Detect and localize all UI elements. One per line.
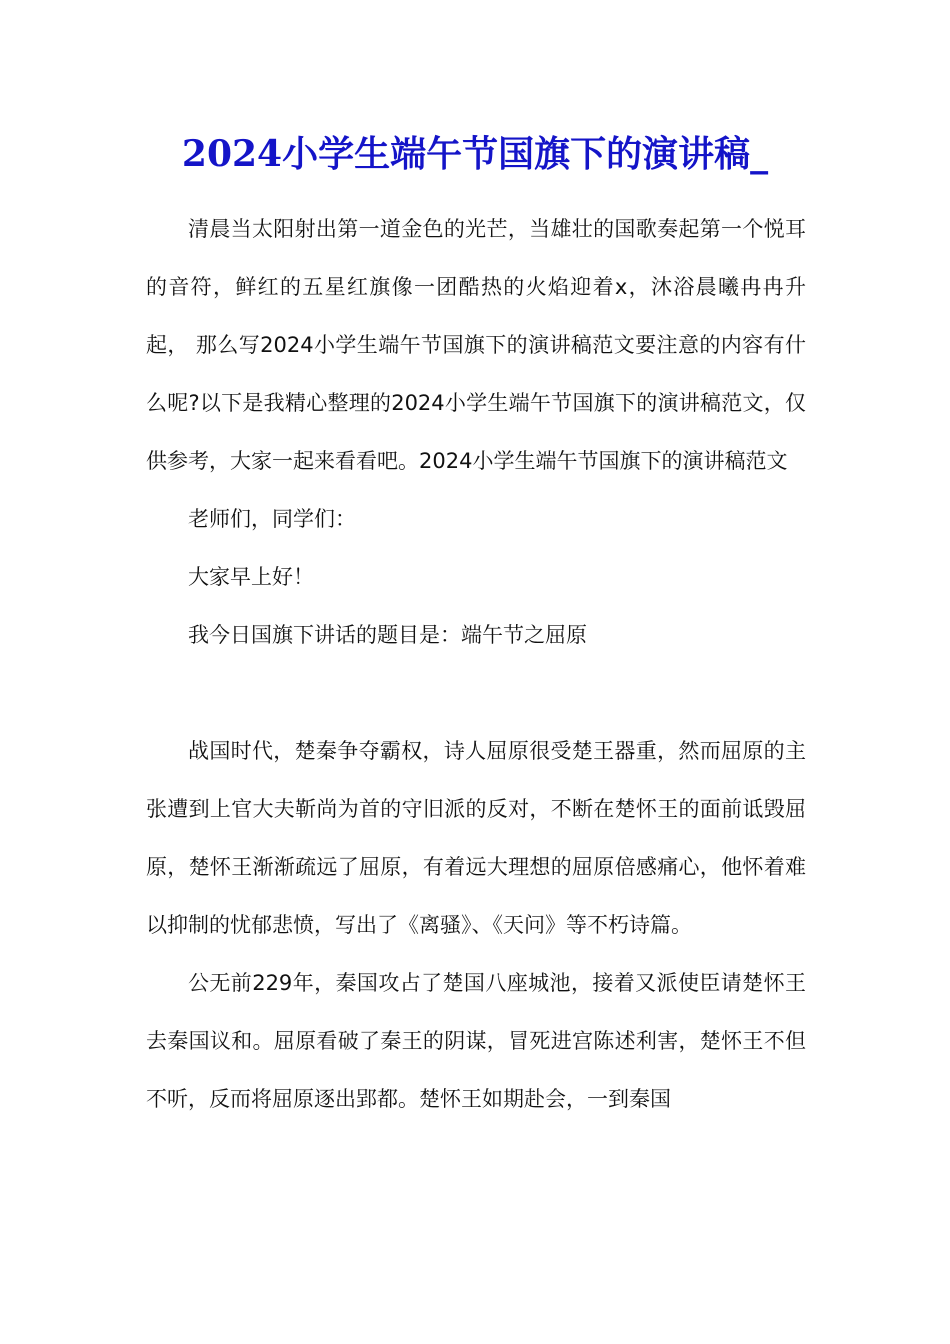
paragraph-spacer — [146, 664, 806, 722]
paragraph-greeting-audience: 老师们，同学们： — [188, 507, 356, 531]
paragraph-topic: 我今日国旗下讲话的题目是：端午节之屈原 — [188, 623, 587, 647]
paragraph-intro: 清晨当太阳射出第一道金色的光芒，当雄壮的国歌奏起第一个悦耳的音符，鲜红的五星红旗像一团酷热的火焰迎着x，沐浴晨曦冉冉升起， 那么写2024小学生端午节国旗下的演讲稿范文要注意的内容有什么呢?以下是我精心整理的2024小学生端午节国旗下的演讲稿范文，仅供参考，大家一起来看看吧。2024小学生端午节国旗下的演讲稿范文 — [146, 217, 806, 473]
paragraph-greeting-morning: 大家早上好！ — [188, 565, 314, 589]
paragraph-warring-states: 战国时代，楚秦争夺霸权，诗人屈原很受楚王器重，然而屈原的主张遭到上官大夫靳尚为首的守旧派的反对，不断在楚怀王的面前诋毁屈原，楚怀王渐渐疏远了屈原，有着远大理想的屈原倍感痛心，他怀着难以抑制的忧郁悲愤，写出了《离骚》、《天问》等不朽诗篇。 — [146, 739, 806, 937]
paragraph-229-bc: 公无前229年，秦国攻占了楚国八座城池，接着又派使臣请楚怀王去秦国议和。屈原看破了秦王的阴谋，冒死进宫陈述利害，楚怀王不但不听，反而将屈原逐出郢都。楚怀王如期赴会，一到秦国 — [146, 971, 806, 1111]
document-body — [146, 200, 806, 1128]
document-title: 2024小学生端午节国旗下的演讲稿_ — [181, 133, 769, 175]
